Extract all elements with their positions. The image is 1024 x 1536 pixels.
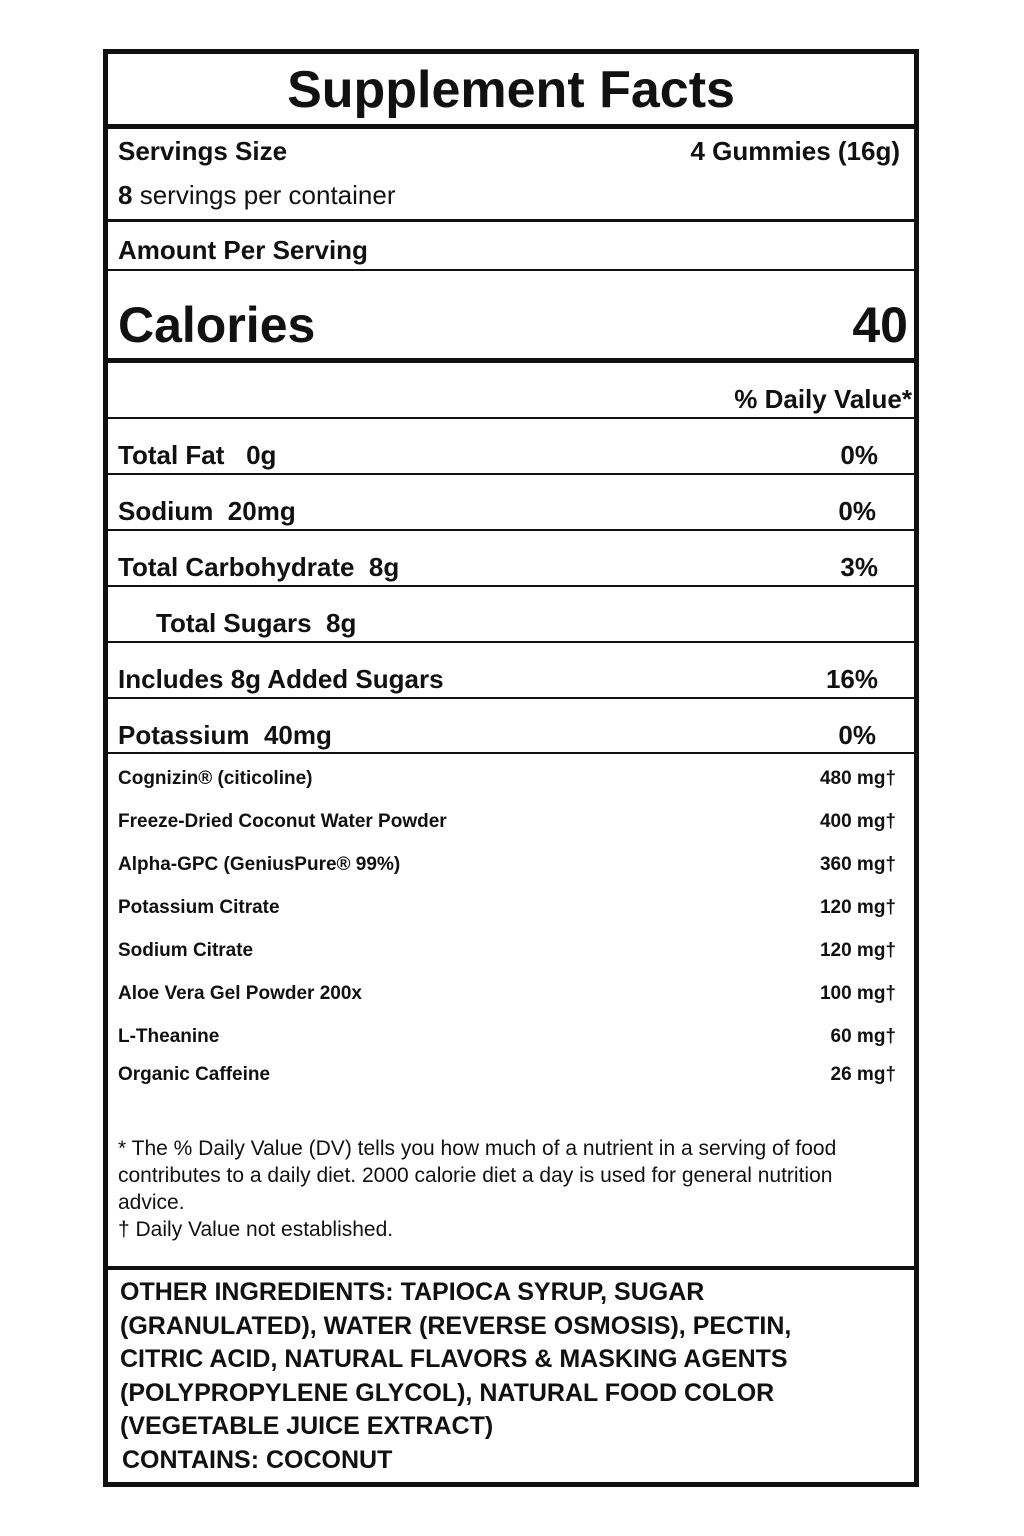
nutrient-name: Total Fat	[118, 440, 225, 470]
daily-value-footnote: * The % Daily Value (DV) tells you how much of a nutrient in a serving of food contributes to a daily diet. 2000 calorie diet a day is used for general nutrition advice.	[118, 1137, 837, 1214]
amount-per-serving: Amount Per Serving	[118, 235, 368, 265]
nutrient-dv: 0%	[838, 720, 876, 750]
ingredient-name: Organic Caffeine	[118, 1064, 271, 1085]
ingredient-amount: 60 mg†	[830, 1026, 896, 1047]
ingredient-amount: 120 mg†	[819, 897, 896, 918]
ingredient-name: Sodium Citrate	[118, 940, 254, 961]
ingredient-amount: 360 mg†	[819, 854, 896, 875]
divider	[108, 1266, 914, 1270]
divider	[108, 124, 914, 129]
nutrient-name: Total Sugars	[156, 608, 312, 638]
other-ingredients: OTHER INGREDIENTS: TAPIOCA SYRUP, SUGAR (GRANULATED), WATER (REVERSE OSMOSIS), PECTIN, CITRIC ACID, NATURAL FLAVORS & MASKING AGENTS (POLYPROPYLENE GLYCOL), NATURAL FOOD COLOR (VEGETABLE JUICE EXTRACT)	[120, 1278, 792, 1440]
ingredient-amount: 100 mg†	[819, 983, 896, 1004]
ingredient-amount: 480 mg†	[819, 768, 896, 789]
divider	[108, 697, 914, 699]
serving-size-value: 4 Gummies (16g)	[690, 136, 900, 166]
divider	[108, 219, 914, 222]
nutrient-total-carbohydrate	[118, 552, 399, 583]
dagger-footnote: † Daily Value not established.	[118, 1218, 394, 1241]
divider	[108, 529, 914, 531]
nutrient-name: Total Carbohydrate	[118, 552, 355, 582]
divider	[108, 585, 914, 587]
ingredient-name: Potassium Citrate	[118, 897, 280, 918]
divider	[108, 473, 914, 475]
nutrient-name: Sodium	[118, 496, 214, 526]
ingredient-name: L-Theanine	[118, 1026, 220, 1047]
divider	[108, 269, 914, 271]
servings-count-text: servings per container	[139, 180, 396, 210]
supplement-facts-panel	[103, 49, 919, 1487]
nutrient-amount: 20mg	[227, 496, 296, 526]
ingredient-name: Cognizin® (citicoline)	[118, 768, 313, 789]
ingredient-amount: 26 mg†	[830, 1064, 896, 1085]
nutrient-amount: 8g	[326, 608, 357, 638]
contains-statement: CONTAINS: COCONUT	[122, 1446, 393, 1474]
nutrient-dv: 3%	[840, 552, 878, 582]
servings-count: 8	[118, 180, 133, 210]
nutrient-dv: 16%	[825, 664, 878, 694]
divider	[108, 417, 914, 419]
ingredient-amount: 400 mg†	[819, 811, 896, 832]
nutrient-dv: 0%	[838, 496, 876, 526]
nutrient-amount: 40mg	[263, 720, 332, 750]
nutrient-name: Potassium	[118, 720, 250, 750]
divider	[108, 641, 914, 643]
servings-per-container	[118, 180, 396, 211]
panel-title: Supplement Facts	[287, 61, 735, 119]
nutrient-added-sugars: Includes 8g Added Sugars	[118, 664, 444, 694]
nutrient-total-fat	[118, 440, 276, 471]
ingredient-name: Alpha-GPC (GeniusPure® 99%)	[118, 854, 401, 875]
nutrient-potassium	[118, 720, 332, 751]
ingredient-name: Freeze-Dried Coconut Water Powder	[118, 811, 447, 832]
nutrient-dv: 0%	[840, 440, 878, 470]
nutrient-total-sugars	[156, 608, 356, 639]
ingredient-name: Aloe Vera Gel Powder 200x	[118, 983, 362, 1004]
daily-value-header: % Daily Value*	[734, 384, 912, 414]
nutrient-sodium	[118, 496, 296, 527]
nutrient-amount: 8g	[368, 552, 400, 582]
divider	[108, 358, 914, 363]
calories-value: 40	[852, 297, 908, 353]
ingredient-amount: 120 mg†	[819, 940, 896, 961]
calories-label: Calories	[118, 297, 316, 353]
nutrient-amount: 0g	[246, 440, 277, 470]
divider	[108, 752, 914, 754]
serving-size-label: Servings Size	[118, 136, 288, 166]
